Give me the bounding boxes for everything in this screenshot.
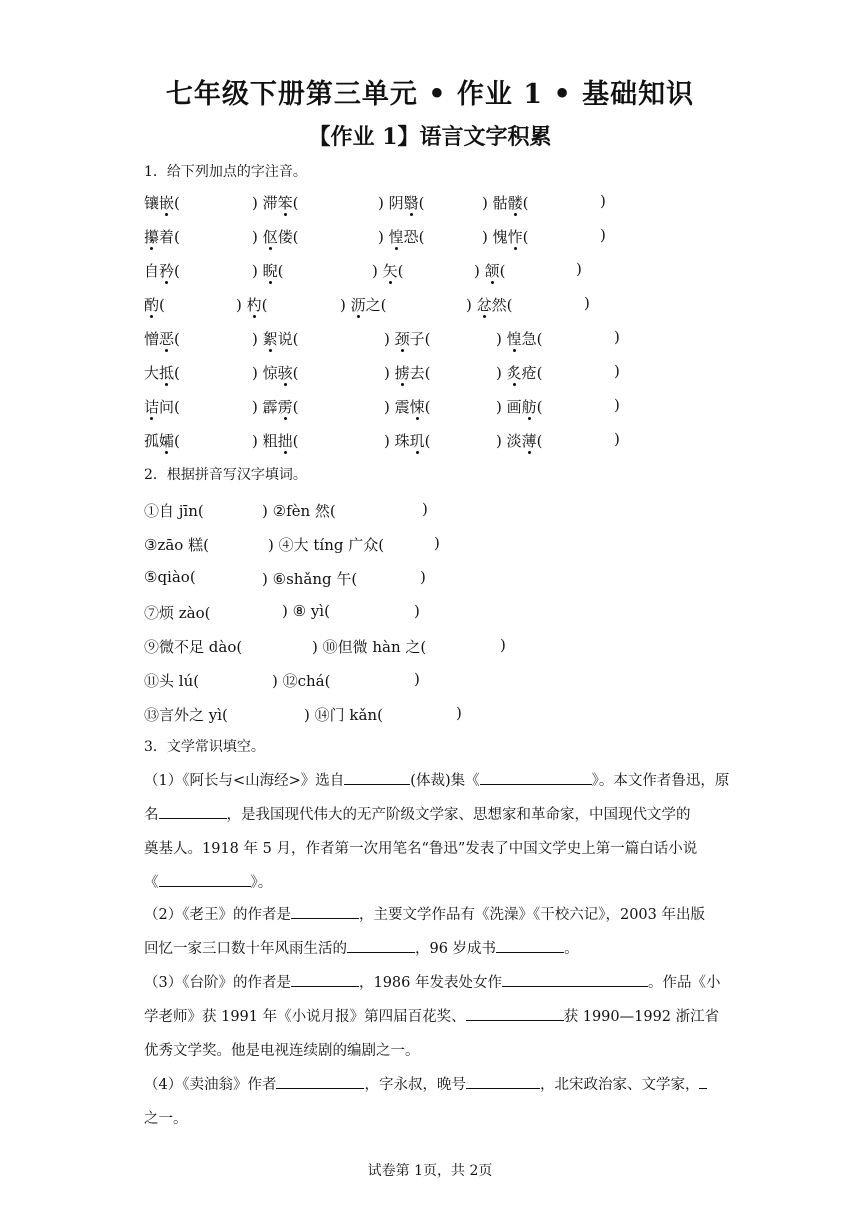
fill-in-item: ⑨微不足 dào( <box>144 638 243 656</box>
pinyin-item: ) 矢( <box>372 262 404 280</box>
answer-blank[interactable] <box>699 1071 707 1089</box>
row-end: ) <box>600 226 606 244</box>
row-end: ) <box>576 260 582 278</box>
fill-in-item: ) ⑭门 kǎn( <box>304 706 383 724</box>
row-end: ) <box>614 396 620 414</box>
fill-in-row <box>144 534 744 558</box>
row-end: ) <box>614 430 620 448</box>
fill-in-row <box>144 704 744 728</box>
answer-blank[interactable] <box>480 767 592 785</box>
answer-blank[interactable] <box>466 1071 540 1089</box>
pinyin-item: ) 画舫( <box>496 398 543 416</box>
pinyin-item: ) 骷髅( <box>482 194 529 212</box>
pinyin-item: ) 颔( <box>474 262 506 280</box>
pinyin-item: ) 惊骇( <box>252 364 299 382</box>
answer-blank[interactable] <box>496 935 564 953</box>
pinyin-item: ) 粗拙( <box>252 432 299 450</box>
row-end: ) <box>614 362 620 380</box>
fill-in-row <box>144 670 744 694</box>
fill-in-item: ) ②fèn 然( <box>262 502 336 520</box>
question-3-prompt: 3．文学常识填空。 <box>144 739 265 755</box>
fill-in-item: ) <box>500 636 506 654</box>
question-2-prompt: 2．根据拼音写汉字填词。 <box>144 467 307 483</box>
answer-blank[interactable] <box>347 935 415 953</box>
pinyin-row <box>144 226 744 250</box>
answer-blank[interactable] <box>344 767 410 785</box>
q3-part-4: （4）《卖油翁》作者 ，字永叔，晚号 ，北宋政治家、文学家， 之一。 <box>144 1068 720 1136</box>
fill-in-row <box>144 568 744 592</box>
pinyin-item: ) 震悚( <box>384 398 431 416</box>
fill-in-item: ) ⑥shǎng 午( <box>262 570 358 588</box>
answer-blank[interactable] <box>159 869 251 887</box>
pinyin-item: ) 愧怍( <box>482 228 529 246</box>
row-end: ) <box>614 328 620 346</box>
fill-in-item: ⑪头 lú( <box>144 672 200 690</box>
pinyin-item: ) 忿然( <box>466 296 513 314</box>
fill-in-row <box>144 602 744 626</box>
pinyin-item: ) 颈子( <box>384 330 431 348</box>
answer-blank[interactable] <box>466 1003 564 1021</box>
row-end: ) <box>584 294 590 312</box>
question-1-prompt: 1．给下列加点的字注音。 <box>144 164 307 180</box>
pinyin-item: 大抵( <box>144 364 180 382</box>
pinyin-item: 镶嵌( <box>144 194 180 212</box>
q3-part-2: （2）《老王》的作者是 ，主要文学作品有《洗澡》《干校六记》，2003 年出版 回忆一家三口数十年风雨生活的 ，96 岁成书 。 <box>144 898 720 966</box>
pinyin-row <box>144 192 744 216</box>
fill-in-item: ⑦烦 zào( <box>144 604 211 622</box>
fill-in-item: ) <box>414 602 420 620</box>
pinyin-item: 自矜( <box>144 262 180 280</box>
answer-blank[interactable] <box>159 801 227 819</box>
pinyin-item: 诘问( <box>144 398 180 416</box>
fill-in-row <box>144 636 744 660</box>
pinyin-item: ) 伛偻( <box>252 228 299 246</box>
fill-in-row <box>144 500 744 524</box>
fill-in-item: ) ⑧ yì( <box>282 602 330 620</box>
pinyin-item: ) 阴翳( <box>378 194 425 212</box>
answer-blank[interactable] <box>291 901 359 919</box>
pinyin-row <box>144 294 744 318</box>
fill-in-item: ) <box>420 568 426 586</box>
pinyin-item: ) 淡薄( <box>496 432 543 450</box>
q3-part-3: （3）《台阶》的作者是 ，1986 年发表处女作 。作品《小 学老师》获 1991 年《小说月报》第四届百花奖、 获 1990—1992 浙江省 优秀文学奖。他是电视连续剧的编剧之一。 <box>144 966 720 1068</box>
page-title: 七年级下册第三单元 • 作业 1 • 基础知识 <box>165 79 695 110</box>
pinyin-item: ) 霹雳( <box>252 398 299 416</box>
fill-in-item: ) <box>422 500 428 518</box>
pinyin-row <box>144 396 744 420</box>
fill-in-item: ) ⑩但微 hàn 之( <box>312 638 427 656</box>
pinyin-item: ) 珠玑( <box>384 432 431 450</box>
pinyin-item: ) 睨( <box>252 262 284 280</box>
pinyin-item: ) 杓( <box>236 296 268 314</box>
pinyin-item: ) 惶急( <box>496 330 543 348</box>
pinyin-item: 孤孀( <box>144 432 180 450</box>
page-footer: 试卷第 1页，共 2页 <box>367 1163 493 1179</box>
fill-in-item: ) ④大 tíng 广众( <box>268 536 385 554</box>
fill-in-item: ) ⑫chá( <box>272 672 331 690</box>
row-end: ) <box>600 192 606 210</box>
fill-in-item: ⑬言外之 yì( <box>144 706 228 724</box>
pinyin-row <box>144 430 744 454</box>
fill-in-item: ③zāo 糕( <box>144 536 209 554</box>
pinyin-item: ) 掳去( <box>384 364 431 382</box>
pinyin-row <box>144 260 744 284</box>
section-title: 【作业 1】语言文字积累 <box>308 124 552 150</box>
pinyin-item: ) 滞笨( <box>252 194 299 212</box>
q3-part-1: （1）《阿长与<山海经>》选自 (体裁)集《 》。本文作者鲁迅，原 名 ，是我国现代伟大的无产阶级文学家、思想家和革命家，中国现代文学的 奠基人。1918 年 5 月，作者第一次用笔名“鲁迅”发表了中国文学史上第一篇白话小说 《 》。 <box>144 764 720 900</box>
pinyin-item: ) 惶恐( <box>378 228 425 246</box>
pinyin-item: 攥着( <box>144 228 180 246</box>
fill-in-item: ⑤qiào( <box>144 568 196 586</box>
pinyin-item: ) 沥之( <box>340 296 387 314</box>
pinyin-row <box>144 328 744 352</box>
fill-in-item: ) <box>434 534 440 552</box>
fill-in-item: ) <box>414 670 420 688</box>
pinyin-item: 憎恶( <box>144 330 180 348</box>
pinyin-item: 酌( <box>144 296 165 314</box>
answer-blank[interactable] <box>291 969 359 987</box>
pinyin-row <box>144 362 744 386</box>
fill-in-item: ) <box>456 704 462 722</box>
answer-blank[interactable] <box>276 1071 364 1089</box>
pinyin-item: ) 炙疮( <box>496 364 543 382</box>
answer-blank[interactable] <box>502 969 648 987</box>
pinyin-item: ) 絮说( <box>252 330 299 348</box>
fill-in-item: ①自 jīn( <box>144 502 204 520</box>
